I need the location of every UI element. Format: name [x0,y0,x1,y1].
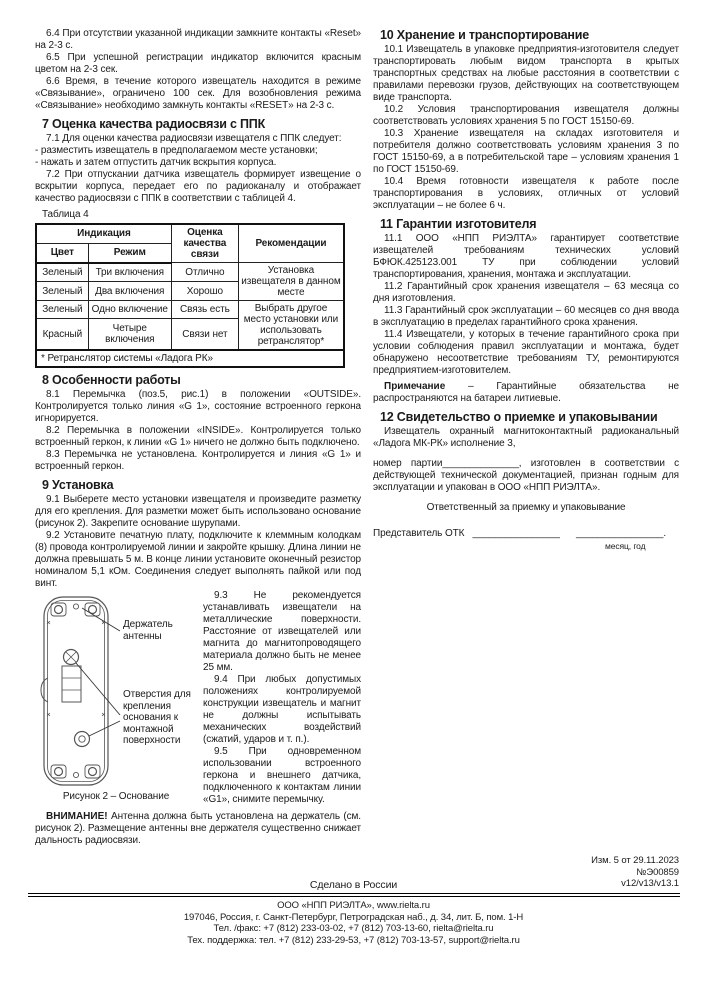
note-label: Примечание [384,381,446,392]
cell-quality: Связи нет [171,319,238,350]
otk-label: Представитель ОТК [373,528,465,539]
paragraph-8-2: 8.2 Перемычка в положении «INSIDE». Контролируется только встроенный геркон, к линии «G 1» ничего не должно быть подключено. [35,425,361,448]
section-12-title: 12 Свидетельство о приемке и упаковывании [380,410,658,424]
signature-blank [467,528,470,539]
paragraph-7-1: 7.1 Для оценки качества радиосвязи извещателя с ППК следует: [46,133,342,144]
company-contacts [0,900,707,946]
figure-label-antenna-holder: Держатель антенны [123,619,173,642]
table-header-row [36,224,344,243]
company-phone: Тел. /факс: +7 (812) 233-03-02, +7 (812) 703-13-60, rielta@rielta.ru [213,923,494,934]
paragraph-9-4: 9.4 При любых допустимых положениях контролируемой конструкции извещатель и магнит не должны испытывать механических воздействий (сжатий, ударов и т. п.). [203,674,361,745]
header-indication: Индикация [36,224,171,243]
cell-recommendation-bad: Выбрать другое место установки или использовать ретранслятор* [238,301,344,351]
list-item: - разместить извещатель в предполагаемом месте установки; [35,145,318,156]
paragraph-11-1: 11.1 ООО «НПП РИЭЛТА» гарантирует соответствие извещателей требованиям технических условий БФЮК.425123.001 ТУ при соблюдении условий транспортирования, хранения, монтажа и эксплуатации. [373,233,679,280]
paragraph-11-2: 11.2 Гарантийный срок хранения извещателя – 63 месяца со дня изготовления. [373,281,679,304]
footer-divider [28,893,680,897]
right-column [373,28,679,847]
list-item: - нажать и затем отпустить датчик вскрытия корпуса. [35,157,277,168]
paragraph-6-6: 6.6 Время, в течение которого извещатель находится в режиме «Связывание», ограничено 100 сек. Для возобновления режима «Связывание» необходимо замкнуть контакты «RESET» на 2-3 с. [35,76,361,111]
cell-color: Зеленый [36,301,88,319]
section-10-title: 10 Хранение и транспортирование [380,28,590,42]
company-address: 197046, Россия, г. Санкт-Петербург, Петроградская наб., д. 34, лит. Б, пом. 1-Н [183,911,524,923]
company-support: Тех. поддержка: тел. +7 (812) 233-29-53, +7 (812) 703-13-57, support@rielta.ru [187,934,520,946]
paragraph-8-1: 8.1 Перемычка (поз.5, рис.1) в положении «OUTSIDE». Контролируется только линия «G 1», состояние встроенного геркона игнорируется. [35,389,361,424]
paragraph-10-1: 10.1 Извещатель в упаковке предприятия-изготовителя следует транспортировать любым видом транспорта в крытых транспортных средствах на любые расстояния в соответствии с правилами перевозки грузов, действующих на соответствующем виде транспорта. [373,44,679,103]
cell-quality: Хорошо [171,282,238,301]
otk-signature-line [373,528,679,540]
leader-lines [76,608,120,736]
cell-quality: Связь есть [171,301,238,319]
note-text: – Гарантийные обязательства не распространяются на батареи литиевые. [373,381,679,404]
table-row [36,263,344,282]
signature-gap [563,528,574,539]
radio-quality-table [35,223,345,368]
warranty-note [373,381,679,405]
date-hint: месяц, год [605,541,646,551]
cell-color: Красный [36,319,88,350]
attention-text: Антенна должна быть установлена на держатель (см. рисунок 2). Размещение антенны вне держателя существенно снижает дальность радиосвязи. [35,811,361,846]
cell-mode: Два включения [88,282,171,301]
revision-line: Изм. 5 от 29.11.2023 [591,855,679,866]
cell-mode: Четыре включения [88,319,171,350]
company-name: ООО «НПП РИЭЛТА», www.rielta.ru [277,900,430,911]
two-column-layout [35,28,679,847]
paragraph-6-5: 6.5 При успешной регистрации индикатор включится красным цветом на 2-3 сек. [35,52,361,75]
paragraph-9-2: 9.2 Установите печатную плату, подключите к клеммным колодкам (8) провода контролируемой линии и закройте крышку. Длина линии не должна превышать 5 м. В конце линии установите оконечный резистор номиналом 5,1 кОм. Соединения следует выполнять пайкой или под винт. [35,530,361,589]
version-line: v12/v13/v13.1 [621,878,679,889]
otk-date-blank: ________________. [575,528,667,539]
cell-recommendation-good: Установка извещателя в данном месте [238,263,344,301]
table-footnote-row [36,350,344,367]
cell-mode: Одно включение [88,301,171,319]
responsible-line: Ответственный за приемку и упаковывание [426,502,626,513]
made-in-russia: Сделано в России [309,879,398,891]
cell-mode: Три включения [88,263,171,282]
table-row [36,301,344,319]
paragraph-6-4: 6.4 При отсутствии указанной индикации замкните контакты «Reset» на 2-3 с. [35,28,361,51]
paragraph-10-3: 10.3 Хранение извещателя на складах изготовителя и потребителя должно соответствовать условиям хранения 3 по ГОСТ 15150-69, а в потребительской таре – условиям хранения 1 по ГОСТ 15150-69. [373,128,679,175]
paragraph-12-batch: номер партии______________, изготовлен в соответствии с действующей технической документацией, признан годным для эксплуатации и упакован в ООО «НПП РИЭЛТА». [373,458,679,493]
paragraph-10-4: 10.4 Время готовности извещателя к работе после транспортирования в условиях, отличных от условий эксплуатации – не более 6 ч. [373,176,679,211]
cell-color: Зеленый [36,263,88,282]
paragraph-9-3: 9.3 Не рекомендуется устанавливать извещатели на металлические поверхности. Расстояние от извещателей или магнита до магнитопроводящего материала должно быть не менее 25 мм. [203,590,361,673]
figure-label-mounting-holes: Отверстия для крепления основания к монтажной поверхности [123,689,191,746]
section-7-title: 7 Оценка качества радиосвязи с ППК [42,117,266,131]
paragraph-12-device: Извещатель охранный магнитоконтактный радиоканальный «Ладога МК-РК» исполнение 3, [373,426,679,449]
figure-2-base-drawing [35,593,197,809]
paragraph-8-3: 8.3 Перемычка не установлена. Контролируется и линия «G 1» и встроенный геркон. [35,449,361,472]
section-9-title: 9 Установка [42,478,114,492]
table-footnote: * Ретранслятор системы «Ладога РК» [36,350,344,367]
paragraph-9-5: 9.5 При одновременном использовании встроенного геркона и внешнего датчика, подключенного к контактам линии «G1», снимите перемычку. [203,746,361,805]
header-recommendation: Рекомендации [238,224,344,263]
attention-paragraph [35,811,361,847]
table-4-caption: Таблица 4 [42,209,89,220]
section-11-title: 11 Гарантии изготовителя [380,217,537,231]
cell-quality: Отлично [171,263,238,282]
section-8-title: 8 Особенности работы [42,373,181,387]
paragraph-11-4: 11.4 Извещатели, у которых в течение гарантийного срока при условии соблюдения правил эксплуатации и монтажа, будет обнаружено несоответствие требованиям ТУ, ремонтируются предприятием-изготовителем. [373,329,679,376]
left-column [35,28,361,847]
figure-2-caption: Рисунок 2 – Основание [62,791,170,802]
doc-number: №Э00859 [636,866,679,878]
paragraph-11-3: 11.3 Гарантийный срок эксплуатации – 60 месяцев со дня ввода в эксплуатацию в пределах гарантийного срока хранения. [373,305,679,328]
otk-signature-blank: ________________ [472,528,560,539]
attention-label: ВНИМАНИЕ! [46,811,108,822]
paragraph-9-1: 9.1 Выберете место установки извещателя и произведите разметку для его крепления. Для разметки может быть использовано основание (рисунок 2). Закрепите основание шурупами. [35,494,361,529]
paragraph-7-2: 7.2 При отпускании датчика извещатель формирует извещение о вскрытии корпуса, передает его по радиоканалу и отображает качество радиосвязи с ППК в соответствии с таблицей 4. [35,169,361,204]
cell-color: Зеленый [36,282,88,301]
header-quality: Оценка качества связи [171,224,238,263]
header-mode: Режим [88,243,171,262]
paragraph-10-2: 10.2 Условия транспортирования извещателя должны соответствовать условиях хранения 5 по ГОСТ 15150-69. [373,104,679,127]
header-color: Цвет [36,243,88,262]
